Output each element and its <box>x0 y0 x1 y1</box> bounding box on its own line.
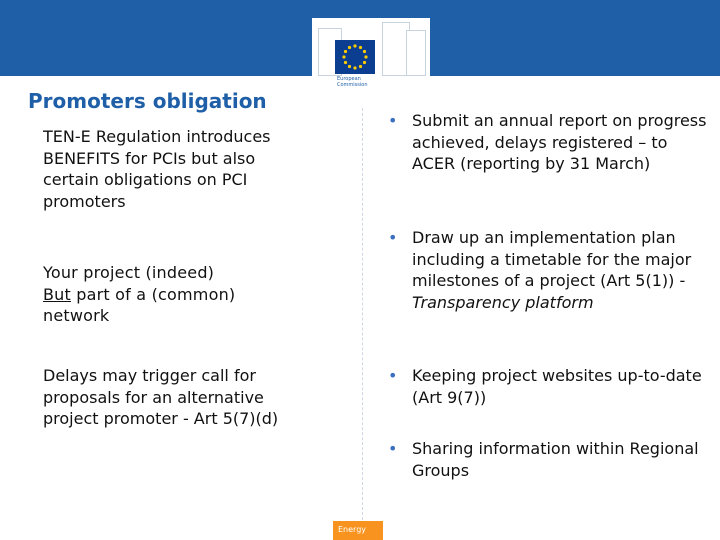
project-line2-rest: part of a (common) network <box>43 284 236 325</box>
footer-energy-tab <box>333 521 383 540</box>
intro-text: TEN-E Regulation introduces BENEFITS for PCIs but also certain obligations on PCI promoters <box>43 127 271 211</box>
bullet-dot-icon: • <box>388 366 398 385</box>
logo-text-line2: Commission <box>337 82 368 88</box>
logo-building-far-right <box>406 30 426 76</box>
eu-flag-icon <box>335 40 375 74</box>
but-underlined: But <box>43 284 71 304</box>
bullet-text <box>412 227 712 313</box>
column-divider <box>362 108 363 520</box>
project-network-text <box>43 262 303 327</box>
bullet-text: Keeping project websites up-to-date (Art 9(7)) <box>412 366 702 407</box>
bullet-dot-icon: • <box>388 228 398 247</box>
logo-text-line1: European <box>337 76 361 82</box>
eu-stars-icon <box>335 40 375 74</box>
bullet-text-main: Draw up an implementation plan including a timetable for the major milestones of a project (Art 5(1)) - <box>412 228 692 290</box>
footer-label: Energy <box>338 525 367 534</box>
bullet-text: Sharing information within Regional Groups <box>412 439 699 480</box>
bullet-dot-icon: • <box>388 439 398 458</box>
bullet-text: Submit an annual report on progress achieved, delays registered – to ACER (reporting by 31 March) <box>412 111 707 173</box>
project-line2 <box>43 284 303 327</box>
delays-text: Delays may trigger call for proposals for an alternative project promoter - Art 5(7)(d) <box>43 366 279 428</box>
project-line1: Your project (indeed) <box>43 263 215 282</box>
bullet-dot-icon: • <box>388 111 398 130</box>
transparency-platform-text: Transparency platform <box>412 292 594 312</box>
logo-text <box>337 76 368 88</box>
page-title: Promoters obligation <box>28 89 267 113</box>
